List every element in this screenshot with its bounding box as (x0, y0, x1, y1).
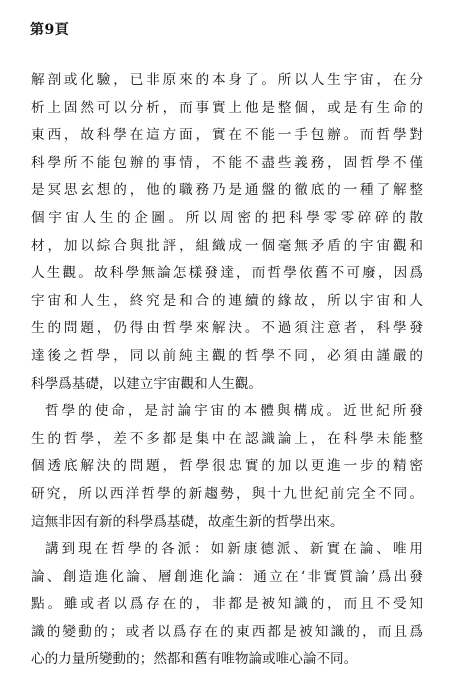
text-line: 講到現在哲學的各派：如新康德派、新實在論、唯用 (45, 541, 423, 558)
text-line: 人生觀。故科學無論怎樣發達，而哲學依舊不可廢，因爲 (31, 265, 423, 282)
text-line: 宇宙和人生，終究是和合的連續的緣故，所以宇宙和人 (31, 292, 423, 309)
text-line: 這無非因有新的科學爲基礎，故產生新的哲學出來。 (31, 513, 344, 530)
text-line: 哲學的使命，是討論宇宙的本體與構成。近世紀所發 (45, 403, 423, 420)
text-line: 材，加以綜合與批評，組織成一個毫無矛盾的宇宙觀和 (31, 237, 423, 254)
text-line: 生的問題，仍得由哲學來解決。不過須注意者，科學發 (31, 320, 423, 337)
text-line: 論、創造進化論、層創進化論：通立在‘非實質論’爲出發 (31, 568, 423, 585)
text-line: 心的力量所變動的；然都和舊有唯物論或唯心論不同。 (31, 651, 358, 668)
text-line: 解剖或化驗，已非原來的本身了。所以人生宇宙，在分 (31, 72, 423, 88)
text-line: 個宇宙人生的企圖。所以周密的把科學零零碎碎的散 (31, 209, 423, 226)
text-line: 是冥思玄想的，他的職務乃是通盤的徹底的一種了解整 (31, 182, 423, 199)
body-text (31, 67, 423, 674)
text-line: 個透底解決的問題，哲學很忠實的加以更進一步的精密 (31, 458, 423, 475)
text-line: 識的變動的；或者以爲存在的東西都是被知識的，而且爲 (31, 623, 423, 640)
text-line: 生的哲學，差不多都是集中在認識論上，在科學未能整 (31, 430, 423, 447)
page-number-header: 第9頁 (30, 22, 70, 38)
text-line: 研究，所以西洋哲學的新趨勢，與十九世紀前完全不同。 (31, 485, 423, 502)
text-line: 析上固然可以分析，而事實上他是整個，或是有生命的 (31, 99, 423, 116)
text-line: 達後之哲學，同以前純主觀的哲學不同，必須由謹嚴的 (31, 347, 423, 364)
text-line: 東西，故科學在這方面，實在不能一手包辦。而哲學對 (31, 127, 423, 144)
text-line: 點。雖或者以爲存在的，非都是被知識的，而且不受知 (31, 596, 423, 613)
text-line: 科學所不能包辦的事情，不能不盡些義務，固哲學不僅 (31, 154, 423, 171)
text-line: 科學爲基礎，以建立宇宙觀和人生觀。 (31, 375, 263, 392)
